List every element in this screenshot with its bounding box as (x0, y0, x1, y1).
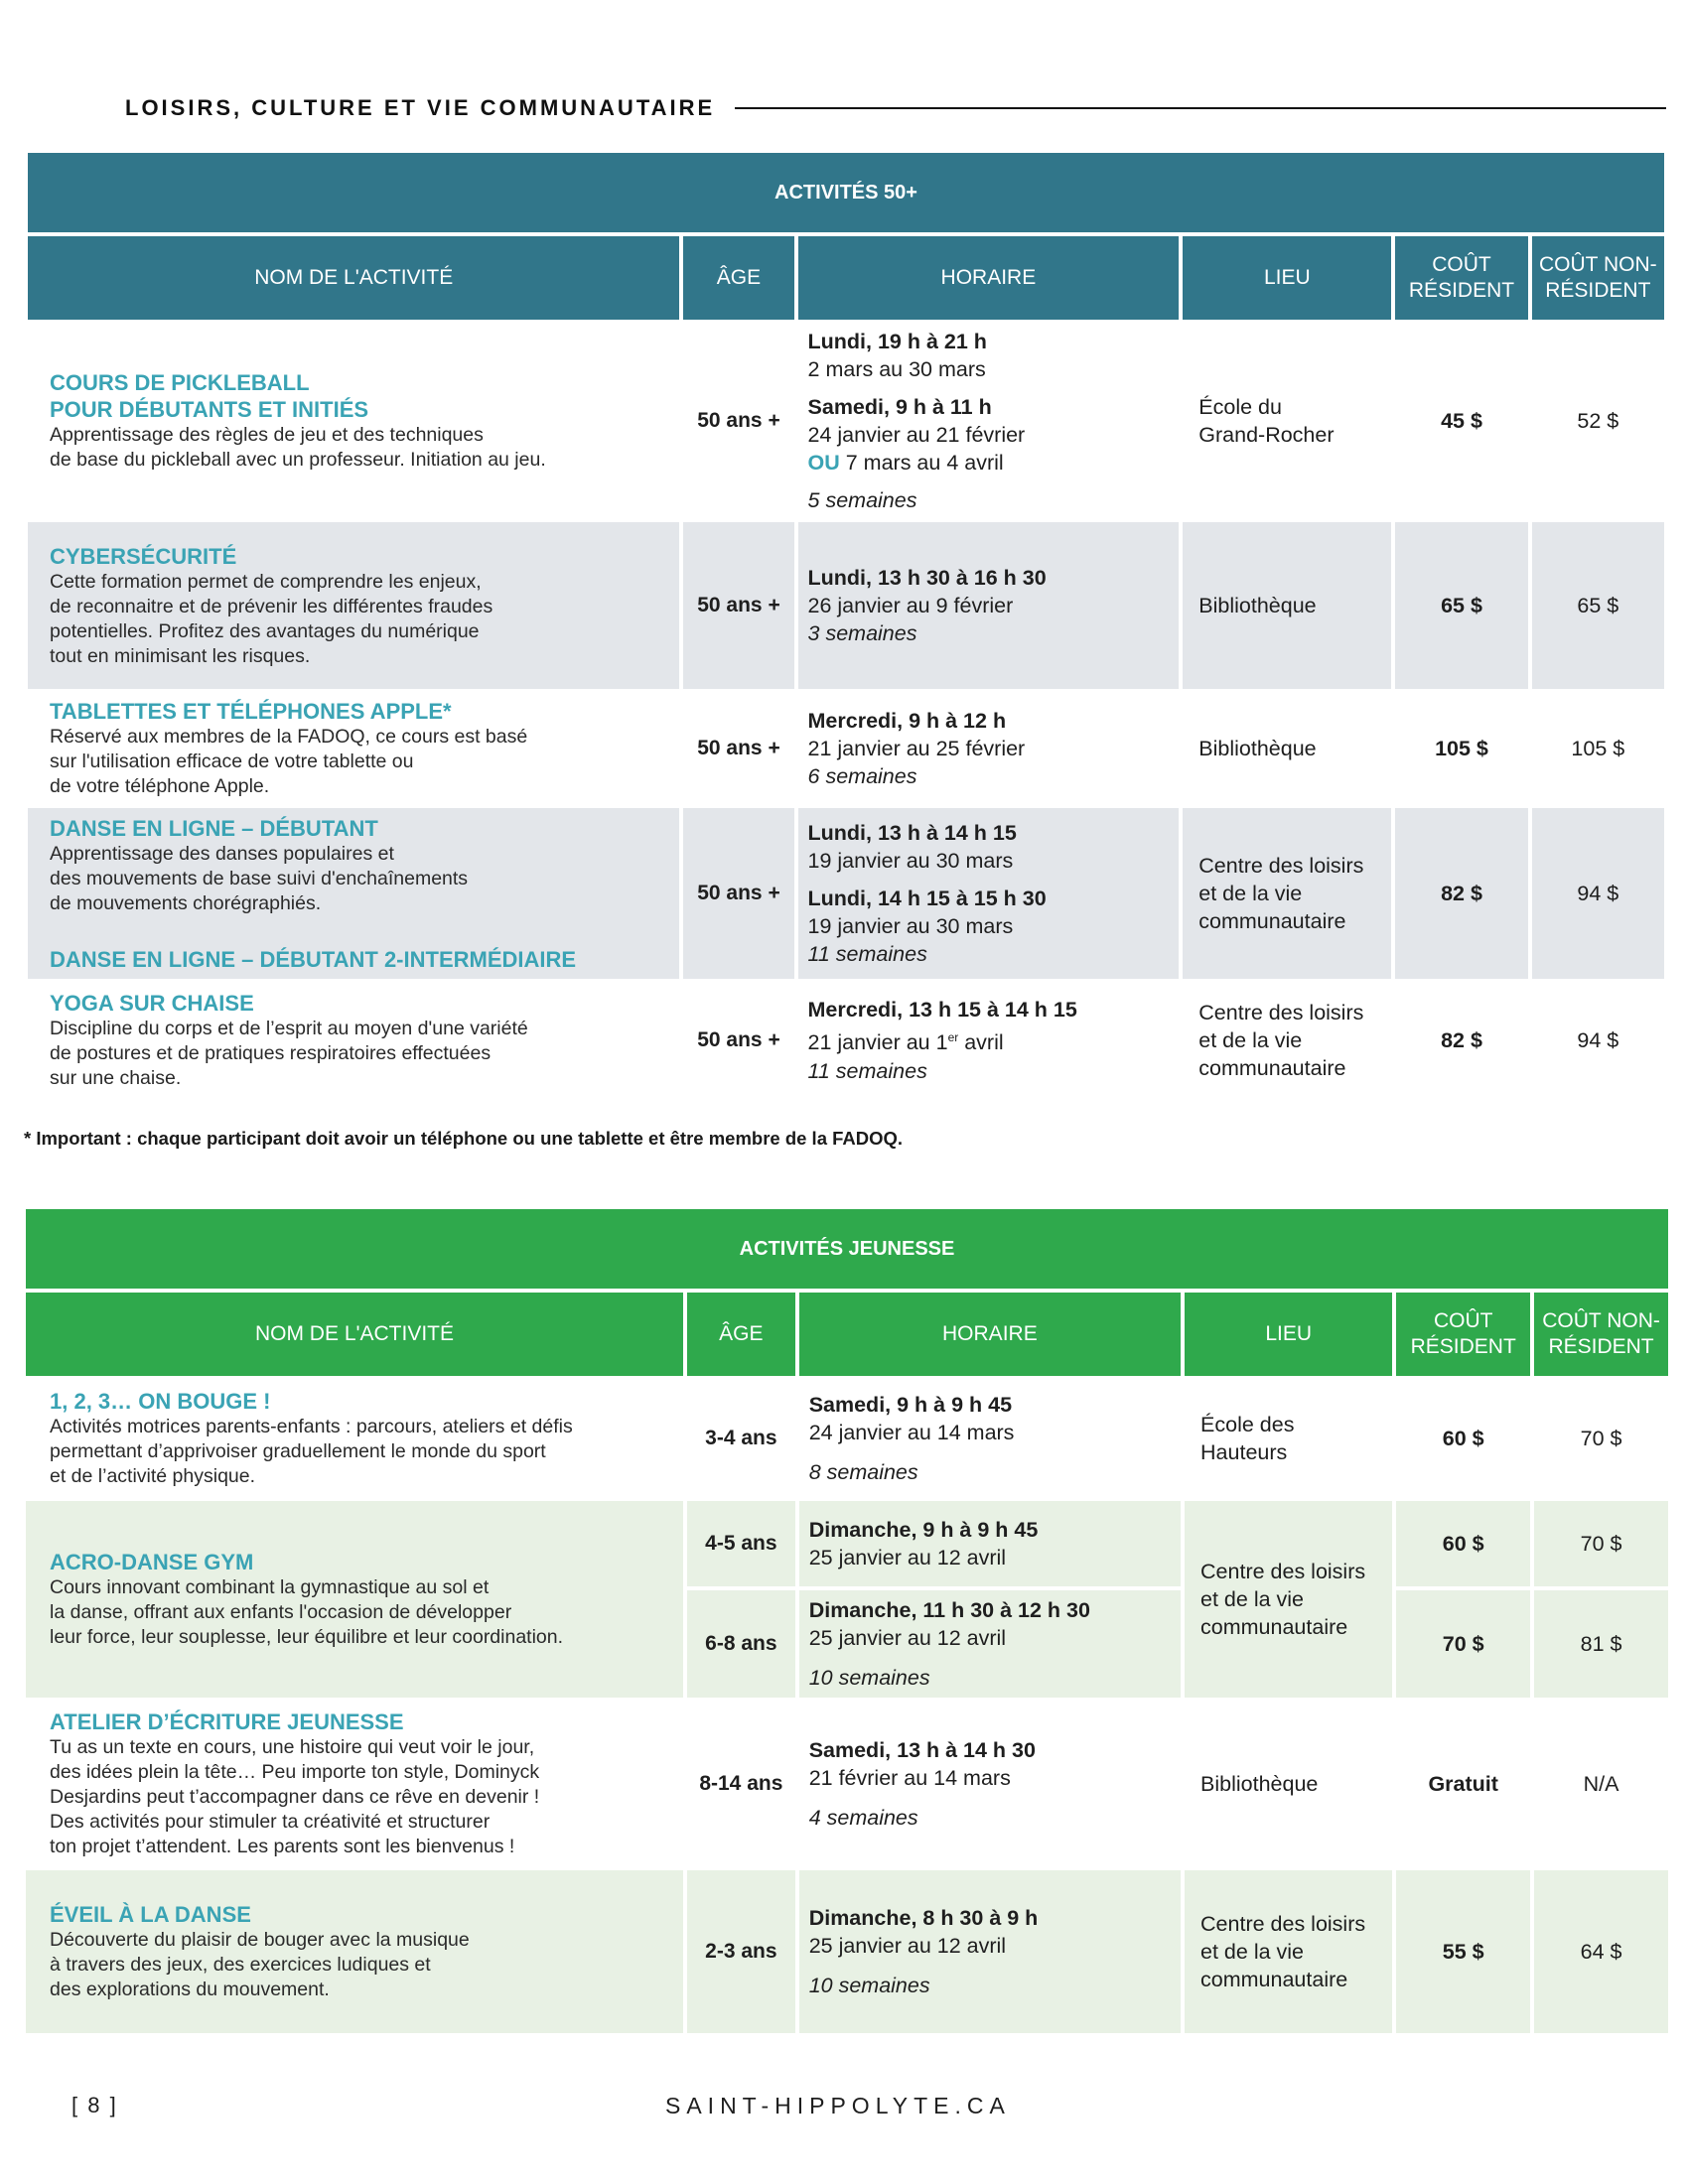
schedule-dates-text: avril (958, 1030, 1004, 1055)
col-header-name: NOM DE L'ACTIVITÉ (26, 1293, 683, 1376)
activity-cell (26, 1870, 683, 2033)
col-header-cost-nonresident: COÛT NON-RÉSIDENT (1532, 236, 1664, 320)
cost-nonresident: N/A (1583, 1771, 1619, 1796)
cost-nonresident: 65 $ (1532, 522, 1664, 689)
activity-cell (28, 983, 679, 1098)
activity-description: Apprentissage des danses populaires et (50, 842, 394, 865)
activities-50-table (24, 149, 1668, 1102)
activity-title: ACRO-DANSE GYM (50, 1550, 254, 1574)
cost-nonresident: 105 $ (1571, 736, 1625, 760)
location-line: Centre des loisirs (1200, 1912, 1366, 1936)
page-number: [ 8 ] (71, 2093, 118, 2117)
schedule-day: Lundi, 13 h 30 à 16 h 30 (807, 566, 1047, 590)
activity-description: Activités motrices parents-enfants : parcours, ateliers et défis (50, 1416, 573, 1437)
table-row (28, 808, 1664, 979)
schedule-cell (798, 808, 1180, 979)
col-header-age: ÂGE (687, 1293, 795, 1376)
age-cell: 50 ans + (683, 522, 793, 689)
activity-cell (28, 324, 679, 518)
website-footer: SAINT-HIPPOLYTE.CA (665, 2093, 1011, 2118)
col-header-cost-nonresident: COÛT NON-RÉSIDENT (1534, 1293, 1668, 1376)
activity-description: leur force, leur souplesse, leur équilibre et leur coordination. (50, 1626, 564, 1648)
activity-description: Découverte du plaisir de bouger avec la musique (50, 1929, 470, 1951)
activity-cell (26, 1702, 683, 1866)
schedule-cell (799, 1380, 1181, 1497)
location-line: Centre des loisirs (1198, 854, 1364, 878)
schedule-dates: 25 janvier au 12 avril (808, 1546, 1007, 1570)
activity-description: Tu as un texte en cours, une histoire qui veut voir le jour, (50, 1736, 535, 1758)
schedule-weeks: 11 semaines (807, 1058, 927, 1083)
location-line: communautaire (1200, 1968, 1348, 1991)
cost-resident: 70 $ (1396, 1590, 1530, 1698)
schedule-dates (808, 1024, 1180, 1056)
cost-nonresident: 70 $ (1580, 1426, 1622, 1450)
schedule-dates: 25 janvier au 12 avril (808, 1626, 1007, 1650)
col-header-name: NOM DE L'ACTIVITÉ (28, 236, 679, 320)
location-line: Grand-Rocher (1198, 423, 1335, 447)
activity-description: Cours innovant combinant la gymnastique au sol et (50, 1576, 490, 1598)
activity-description: Apprentissage des règles de jeu et des techniques (50, 424, 484, 446)
location-line: et de la vie (1198, 1028, 1303, 1052)
activity-description: la danse, offrant aux enfants l'occasion de développer (50, 1601, 512, 1623)
cost-nonresident: 52 $ (1577, 408, 1619, 433)
location-line: communautaire (1198, 909, 1346, 933)
location-cell (1183, 324, 1391, 518)
activity-description: sur l'utilisation efficace de votre tablette ou (50, 751, 414, 772)
cost-resident: 55 $ (1396, 1870, 1530, 2033)
activity-description: tout en minimisant les risques. (50, 644, 311, 667)
activity-description: permettant d’apprivoiser graduellement le monde du sport (50, 1440, 546, 1462)
schedule-dates: 21 février au 14 mars (808, 1766, 1011, 1790)
schedule-dates: 26 janvier au 9 février (807, 594, 1014, 617)
schedule-day: Samedi, 13 h à 14 h 30 (808, 1738, 1036, 1762)
activity-description: et de l’activité physique. (50, 1465, 256, 1487)
location-line: École du (1198, 395, 1282, 419)
location-cell (1185, 1380, 1392, 1497)
location-line: et de la vie (1198, 882, 1303, 905)
cost-nonresident: 81 $ (1534, 1590, 1668, 1698)
location-line: École des (1200, 1413, 1295, 1436)
schedule-cell (798, 522, 1180, 689)
cost-nonresident: 70 $ (1534, 1501, 1668, 1586)
table-row (28, 324, 1664, 518)
activity-cell (28, 808, 679, 979)
age-cell: 4-5 ans (687, 1501, 795, 1586)
activity-description: Cette formation permet de comprendre les enjeux, (50, 570, 482, 593)
table-title: ACTIVITÉS 50+ (28, 153, 1664, 232)
activity-description: potentielles. Profitez des avantages du numérique (50, 619, 480, 642)
col-header-schedule: HORAIRE (798, 236, 1180, 320)
location-cell (1185, 1501, 1392, 1698)
table-row (28, 693, 1664, 804)
schedule-dates: 24 janvier au 14 mars (808, 1421, 1015, 1444)
activity-description: Des activités pour stimuler ta créativité et structurer (50, 1811, 491, 1833)
activity-description: des idées plein la tête… Peu importe ton style, Dominyck (50, 1761, 540, 1783)
schedule-dates-alt: 7 mars au 4 avril (845, 451, 1004, 475)
schedule-dates: 19 janvier au 30 mars (807, 914, 1014, 938)
location-line: Centre des loisirs (1200, 1560, 1366, 1583)
col-header-age: ÂGE (683, 236, 793, 320)
activity-cell (26, 1380, 683, 1497)
schedule-dates: 25 janvier au 12 avril (808, 1934, 1007, 1958)
schedule-weeks: 5 semaines (807, 488, 917, 512)
location-cell (1185, 1870, 1392, 2033)
location-line: Centre des loisirs (1198, 1001, 1364, 1024)
cost-resident: 82 $ (1395, 808, 1527, 979)
activities-youth-table (22, 1205, 1672, 2037)
schedule-day: Mercredi, 9 h à 12 h (807, 709, 1007, 733)
schedule-day: Dimanche, 11 h 30 à 12 h 30 (808, 1598, 1090, 1622)
location-cell: Bibliothèque (1198, 737, 1317, 760)
activity-title: DANSE EN LIGNE – DÉBUTANT (50, 815, 378, 841)
cost-nonresident: 94 $ (1532, 808, 1664, 979)
schedule-cell (799, 1702, 1181, 1866)
activity-cell (28, 693, 679, 804)
activity-title: CYBERSÉCURITÉ (50, 543, 237, 569)
schedule-dates: 21 janvier au 25 février (807, 737, 1026, 760)
activity-description: de reconnaitre et de prévenir les différentes fraudes (50, 595, 493, 617)
cost-resident: 45 $ (1441, 408, 1482, 433)
table-row (28, 522, 1664, 689)
location-line: Hauteurs (1200, 1440, 1288, 1464)
schedule-dates-text: 21 janvier au 1 (807, 1030, 948, 1055)
schedule-cell (799, 1590, 1181, 1698)
table-row (28, 983, 1664, 1098)
table-row (26, 1870, 1668, 2033)
activity-description: des explorations du mouvement. (50, 1979, 330, 2000)
activity-description: des mouvements de base suivi d'enchaînements (50, 867, 469, 889)
or-label: OU (807, 451, 840, 475)
col-header-location: LIEU (1185, 1293, 1392, 1376)
table-title: ACTIVITÉS JEUNESSE (26, 1209, 1668, 1289)
schedule-weeks: 3 semaines (807, 621, 917, 645)
activity-title: 1, 2, 3… ON BOUGE ! (50, 1389, 271, 1414)
activity-description: Desjardins peut t’accompagner dans ce rêve en devenir ! (50, 1786, 540, 1808)
schedule-day: Samedi, 9 h à 11 h (807, 395, 992, 419)
location-cell: Bibliothèque (1183, 522, 1391, 689)
location-line: et de la vie (1200, 1940, 1305, 1964)
table-row (26, 1702, 1668, 1866)
age-cell: 2-3 ans (687, 1870, 795, 2033)
cost-nonresident: 64 $ (1534, 1870, 1668, 2033)
location-line: communautaire (1198, 1056, 1346, 1080)
activity-description: de postures et de pratiques respiratoires effectuées (50, 1042, 492, 1064)
cost-resident: 60 $ (1396, 1501, 1530, 1586)
activity-description: de base du pickleball avec un professeur. Initiation au jeu. (50, 449, 546, 471)
schedule-weeks: 10 semaines (808, 1974, 930, 1997)
age-cell: 50 ans + (683, 808, 793, 979)
schedule-weeks: 4 semaines (808, 1806, 918, 1830)
col-header-location: LIEU (1183, 236, 1391, 320)
cost-resident: 105 $ (1435, 736, 1488, 760)
location-cell: Bibliothèque (1200, 1772, 1319, 1796)
activity-cell (28, 522, 679, 689)
location-cell (1183, 808, 1391, 979)
cost-resident: Gratuit (1428, 1771, 1498, 1796)
schedule-cell (799, 1501, 1181, 1586)
activity-description: de votre téléphone Apple. (50, 775, 270, 797)
location-line: communautaire (1200, 1615, 1348, 1639)
activity-title: ATELIER D’ÉCRITURE JEUNESSE (50, 1709, 404, 1734)
cost-nonresident: 94 $ (1577, 1027, 1619, 1052)
age-cell: 50 ans + (697, 409, 780, 432)
activity-title: POUR DÉBUTANTS ET INITIÉS (50, 397, 369, 422)
activity-description: sur une chaise. (50, 1067, 182, 1089)
ordinal-sup: er (947, 1030, 959, 1045)
location-line: et de la vie (1200, 1587, 1305, 1611)
table-row (26, 1501, 1668, 1586)
activity-description: de mouvements chorégraphiés. (50, 891, 322, 914)
schedule-day: Samedi, 9 h à 9 h 45 (808, 1393, 1013, 1417)
activity-description: Discipline du corps et de l’esprit au moyen d'une variété (50, 1018, 528, 1039)
location-cell (1183, 983, 1391, 1098)
schedule-dates: 24 janvier au 21 février (807, 423, 1026, 447)
schedule-dates: 19 janvier au 30 mars (807, 849, 1014, 873)
footnote: * Important : chaque participant doit avoir un téléphone ou une tablette et être membre de la FADOQ. (24, 1128, 904, 1149)
schedule-cell (798, 693, 1180, 804)
schedule-weeks: 11 semaines (807, 942, 927, 966)
schedule-day: Dimanche, 9 h à 9 h 45 (808, 1518, 1039, 1542)
cost-resident: 82 $ (1441, 1027, 1482, 1052)
activity-description: ton projet t’attendent. Les parents sont les bienvenus ! (50, 1836, 515, 1857)
schedule-cell (799, 1870, 1181, 2033)
schedule-day: Dimanche, 8 h 30 à 9 h (808, 1906, 1039, 1930)
activity-cell (26, 1501, 683, 1698)
activity-description: à travers des jeux, des exercices ludiques et (50, 1954, 431, 1976)
col-header-cost-resident: COÛT RÉSIDENT (1395, 236, 1527, 320)
age-cell: 50 ans + (697, 737, 780, 759)
table-row (26, 1380, 1668, 1497)
col-header-cost-resident: COÛT RÉSIDENT (1396, 1293, 1530, 1376)
activity-title: YOGA SUR CHAISE (50, 991, 254, 1016)
age-cell: 3-4 ans (705, 1427, 777, 1449)
activity-title: DANSE EN LIGNE – DÉBUTANT 2-INTERMÉDIAIRE (50, 946, 577, 972)
schedule-weeks: 10 semaines (808, 1666, 930, 1690)
schedule-day: Lundi, 14 h 15 à 15 h 30 (807, 887, 1047, 910)
col-header-schedule: HORAIRE (799, 1293, 1181, 1376)
activity-description: Réservé aux membres de la FADOQ, ce cours est basé (50, 726, 528, 748)
activity-title: TABLETTES ET TÉLÉPHONES APPLE* (50, 699, 452, 724)
schedule-day: Lundi, 13 h à 14 h 15 (807, 821, 1017, 845)
activity-title: COURS DE PICKLEBALL (50, 370, 310, 395)
heading-rule (735, 107, 1666, 109)
cost-resident: 65 $ (1395, 522, 1527, 689)
age-cell: 50 ans + (697, 1028, 780, 1051)
schedule-dates (808, 449, 1180, 477)
cost-resident: 60 $ (1442, 1426, 1484, 1450)
schedule-day: Mercredi, 13 h 15 à 14 h 15 (807, 998, 1077, 1023)
schedule-weeks: 8 semaines (808, 1460, 918, 1484)
age-cell: 6-8 ans (687, 1590, 795, 1698)
schedule-dates: 2 mars au 30 mars (807, 357, 986, 381)
schedule-cell (798, 324, 1180, 518)
schedule-cell (798, 983, 1180, 1098)
schedule-weeks: 6 semaines (807, 764, 917, 788)
activity-title: ÉVEIL À LA DANSE (50, 1902, 251, 1927)
schedule-day: Lundi, 19 h à 21 h (807, 330, 987, 353)
age-cell: 8-14 ans (699, 1772, 783, 1795)
section-heading: LOISIRS, CULTURE ET VIE COMMUNAUTAIRE (125, 95, 716, 120)
